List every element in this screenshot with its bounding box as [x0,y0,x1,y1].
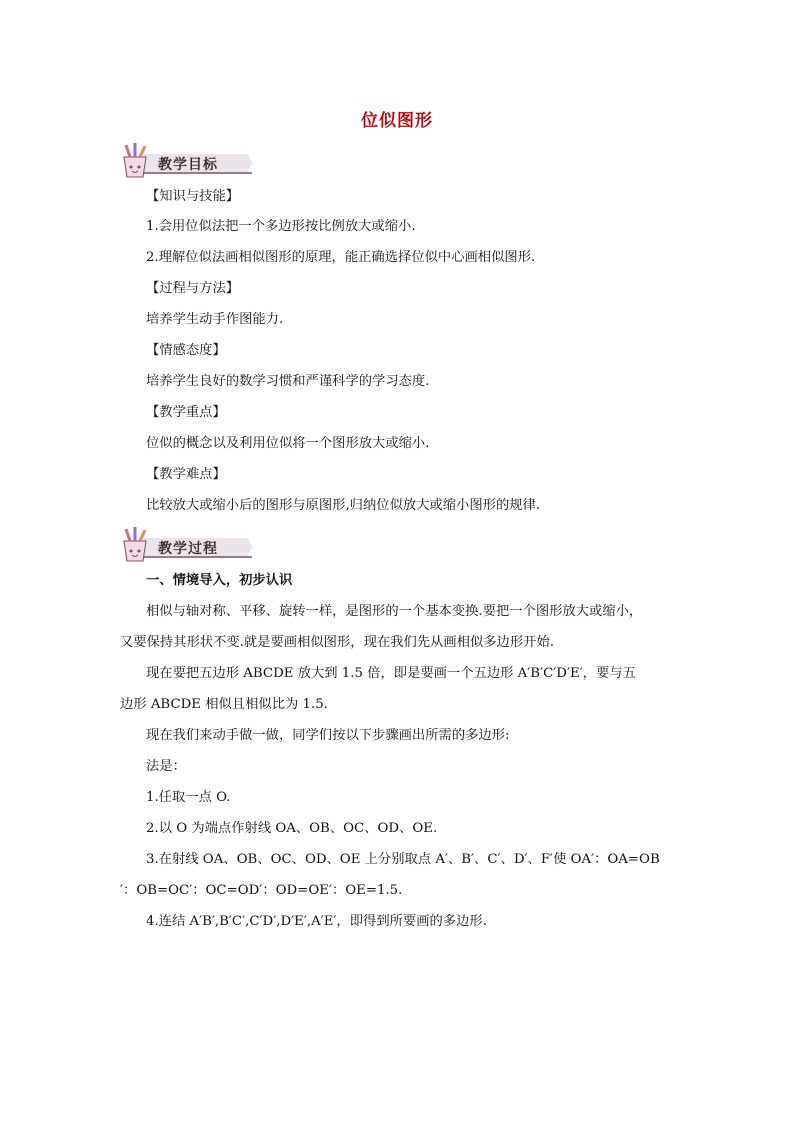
attitude-text: 培养学生良好的数学习惯和严谨科学的学习态度. [146,374,430,389]
step-2: 2.以 O 为端点作射线 OA、OB、OC、OD、OE. [146,821,438,836]
paragraph-3: 现在我们来动手做一做，同学们按以下步骤画出所需的多边形: [146,728,510,743]
step-3-line-2: ′：OB=OC′：OC=OD′：OD=OE′：OE=1.5. [120,883,403,898]
paragraph-2-line-1: 现在要把五边形 ABCDE 放大到 1.5 倍，即是要画一个五边形 A′B′C′D′E′，要与五 [146,666,636,681]
knowledge-item-2: 2.理解位似法画相似图形的原理，能正确选择位似中心画相似图形. [146,250,536,265]
step-1: 1.任取一点 O. [146,790,231,805]
process-text: 培养学生动手作图能力. [146,312,284,327]
method-label: 法是： [146,759,186,774]
process-heading: 【过程与方法】 [146,281,240,296]
difficulty-heading: 【教学难点】 [146,467,226,482]
paragraph-2-line-2: 边形 ABCDE 相似且相似比为 1.5. [120,697,328,712]
page-title: 位似图形 [361,111,433,131]
pencil-pot-icon [116,527,156,563]
section-header-objectives [116,143,246,177]
step-4: 4.连结 A′B′,B′C′,C′D′,D′E′,A′E′，即得到所要画的多边形. [146,914,487,929]
step-3-line-1: 3.在射线 OA、OB、OC、OD、OE 上分别取点 A′、B′、C′、D′、F′使 OA′：OA=OB [146,852,660,867]
difficulty-text: 比较放大或缩小后的图形与原图形,归纳位似放大或缩小图形的规律. [146,498,541,513]
knowledge-item-1: 1.会用位似法把一个多边形按比例放大或缩小. [146,219,416,234]
paragraph-1-line-2: 又要保持其形状不变.就是要画相似图形，现在我们先从画相似多边形开始. [120,635,554,650]
attitude-heading: 【情感态度】 [146,343,226,358]
key-heading: 【教学重点】 [146,405,226,420]
paragraph-1-line-1: 相似与轴对称、平移、旋转一样，是图形的一个基本变换.要把一个图形放大或缩小， [146,604,643,619]
section-label: 教学过程 [158,541,218,557]
section-header-process [116,527,246,561]
key-text: 位似的概念以及利用位似将一个图形放大或缩小. [146,436,430,451]
knowledge-heading: 【知识与技能】 [146,189,240,204]
pencil-pot-icon [116,143,156,179]
process-section-heading: 一、情境导入，初步认识 [146,573,293,588]
section-label: 教学目标 [158,157,218,173]
